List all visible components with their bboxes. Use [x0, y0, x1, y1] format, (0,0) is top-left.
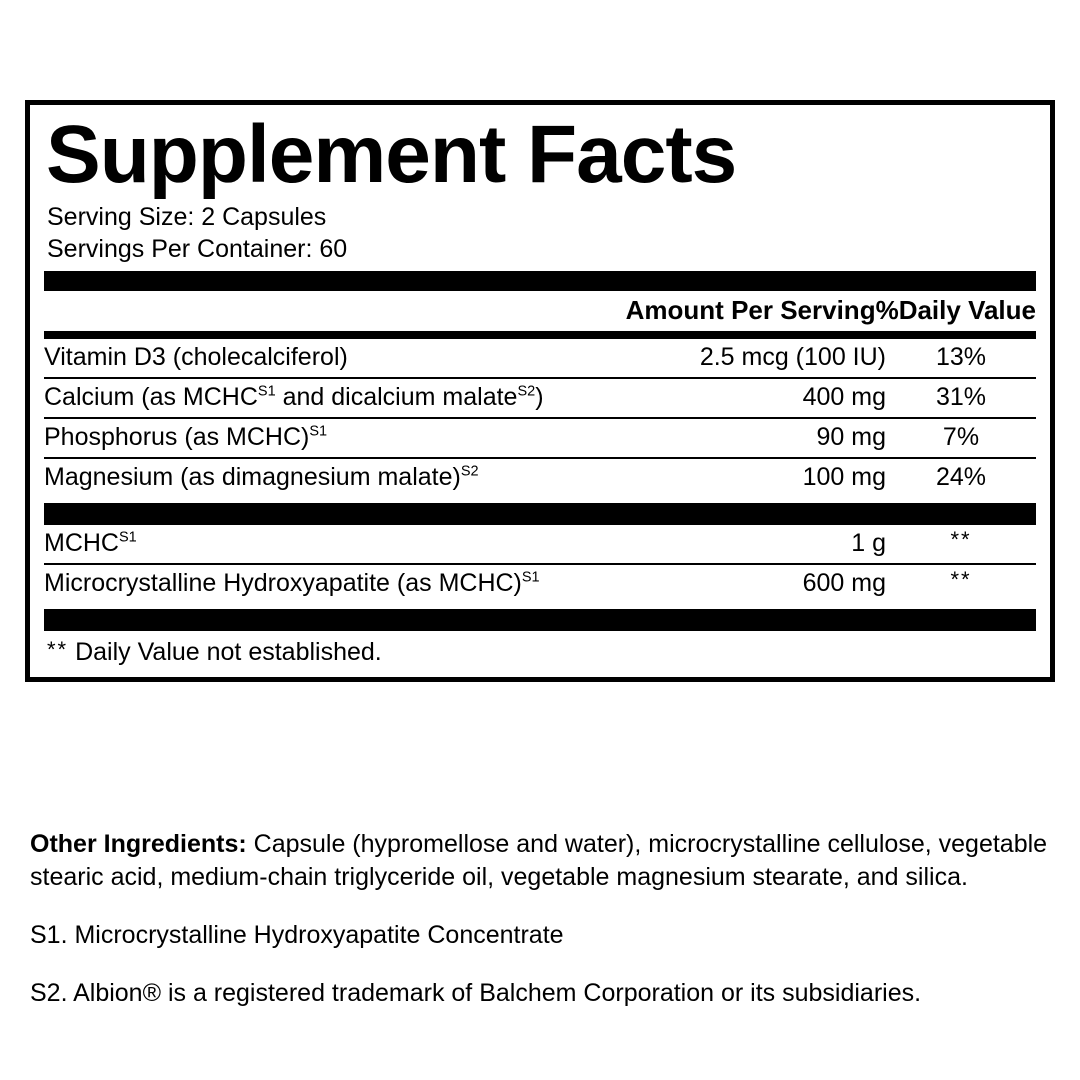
- nutrient-name-sup: S1: [257, 384, 276, 401]
- nutrient-amount: 90 mg: [657, 418, 886, 458]
- nutrient-dv-stars: **: [950, 527, 972, 553]
- facts-table: [44, 291, 1036, 331]
- nutrient-name-sup: S1: [309, 424, 328, 441]
- divider-thick-middle: [44, 503, 1036, 525]
- nutrient-dv: [886, 564, 1036, 603]
- footnote-s1: S1. Microcrystalline Hydroxyapatite Concentrate: [30, 921, 564, 949]
- nutrient-name-sup: S1: [119, 530, 137, 547]
- table-row: [44, 525, 1036, 564]
- table-row: [44, 378, 1036, 418]
- nutrient-amount: 100 mg: [802, 463, 886, 492]
- nutrients-table: [44, 339, 1036, 497]
- nutrient-dv: 7%: [886, 418, 1036, 458]
- nutrient-dv: 31%: [886, 378, 1036, 418]
- daily-value-note: [47, 638, 1036, 667]
- divider-thick-bottom: [44, 609, 1036, 631]
- divider-thick-top: [44, 271, 1036, 291]
- table-row: [44, 458, 1036, 497]
- other-ingredients: [30, 828, 1055, 893]
- blend-table: [44, 525, 1036, 603]
- nutrient-dv-stars: **: [950, 567, 972, 593]
- header-daily-value: %Daily Value: [875, 295, 1036, 326]
- footnote-s2: S2. Albion® is a registered trademark of Balchem Corporation or its subsidiaries.: [30, 978, 922, 1007]
- daily-value-note-text: Daily Value not established.: [75, 638, 382, 667]
- nutrient-dv: 13%: [886, 339, 1036, 378]
- nutrient-dv: 24%: [935, 463, 987, 492]
- nutrient-name: [44, 525, 765, 564]
- nutrient-name-part-mid: and dicalcium malate: [275, 383, 518, 412]
- nutrient-name: [44, 378, 657, 418]
- nutrient-name-sup: S2: [460, 464, 479, 481]
- nutrient-name: [44, 564, 765, 603]
- nutrient-amount: 600 mg: [802, 569, 886, 598]
- nutrient-name-part: Magnesium (as dimagnesium malate): [44, 463, 461, 492]
- header-amount-per-serving: Amount Per Serving: [625, 295, 876, 326]
- nutrient-name-part: Calcium (as MCHC: [44, 383, 258, 412]
- nutrient-name-part: Phosphorus (as MCHC): [44, 423, 310, 452]
- nutrient-name-part: Microcrystalline Hydroxyapatite (as MCHC): [44, 569, 522, 598]
- nutrient-name: Vitamin D3 (cholecalciferol): [44, 339, 657, 378]
- table-row: [44, 418, 1036, 458]
- servings-per-container: Servings Per Container: 60: [47, 235, 348, 264]
- serving-size: Serving Size: 2 Capsules: [47, 203, 327, 232]
- nutrient-name-part-end: ): [535, 383, 544, 412]
- nutrient-name: [44, 458, 657, 497]
- daily-value-note-stars: **: [47, 637, 69, 663]
- nutrient-dv: [886, 525, 1036, 564]
- table-header-row: [44, 291, 1036, 331]
- nutrient-name-part: MCHC: [44, 529, 119, 558]
- label-footer: [30, 828, 1055, 1034]
- table-row: [44, 339, 1036, 378]
- nutrient-amount: 400 mg: [657, 378, 886, 418]
- nutrient-name: [44, 418, 657, 458]
- divider-under-headers: [44, 331, 1036, 339]
- other-ingredients-label: Other Ingredients:: [30, 830, 247, 858]
- table-row: [44, 564, 1036, 603]
- supplement-facts-panel: [25, 100, 1055, 682]
- nutrient-amount: 2.5 mcg (100 IU): [657, 339, 886, 378]
- nutrient-name-sup2: S2: [517, 384, 536, 401]
- nutrient-amount: 1 g: [765, 525, 886, 564]
- other-ingredients-text: Capsule (hypromellose and water), microcrystalline cellulose, vegetable stearic acid, medium-chain triglyceride oil, vegetable magnesium stearate, and silica.: [30, 830, 1048, 891]
- nutrient-name-sup: S1: [521, 570, 540, 587]
- panel-title: Supplement Facts: [46, 109, 737, 200]
